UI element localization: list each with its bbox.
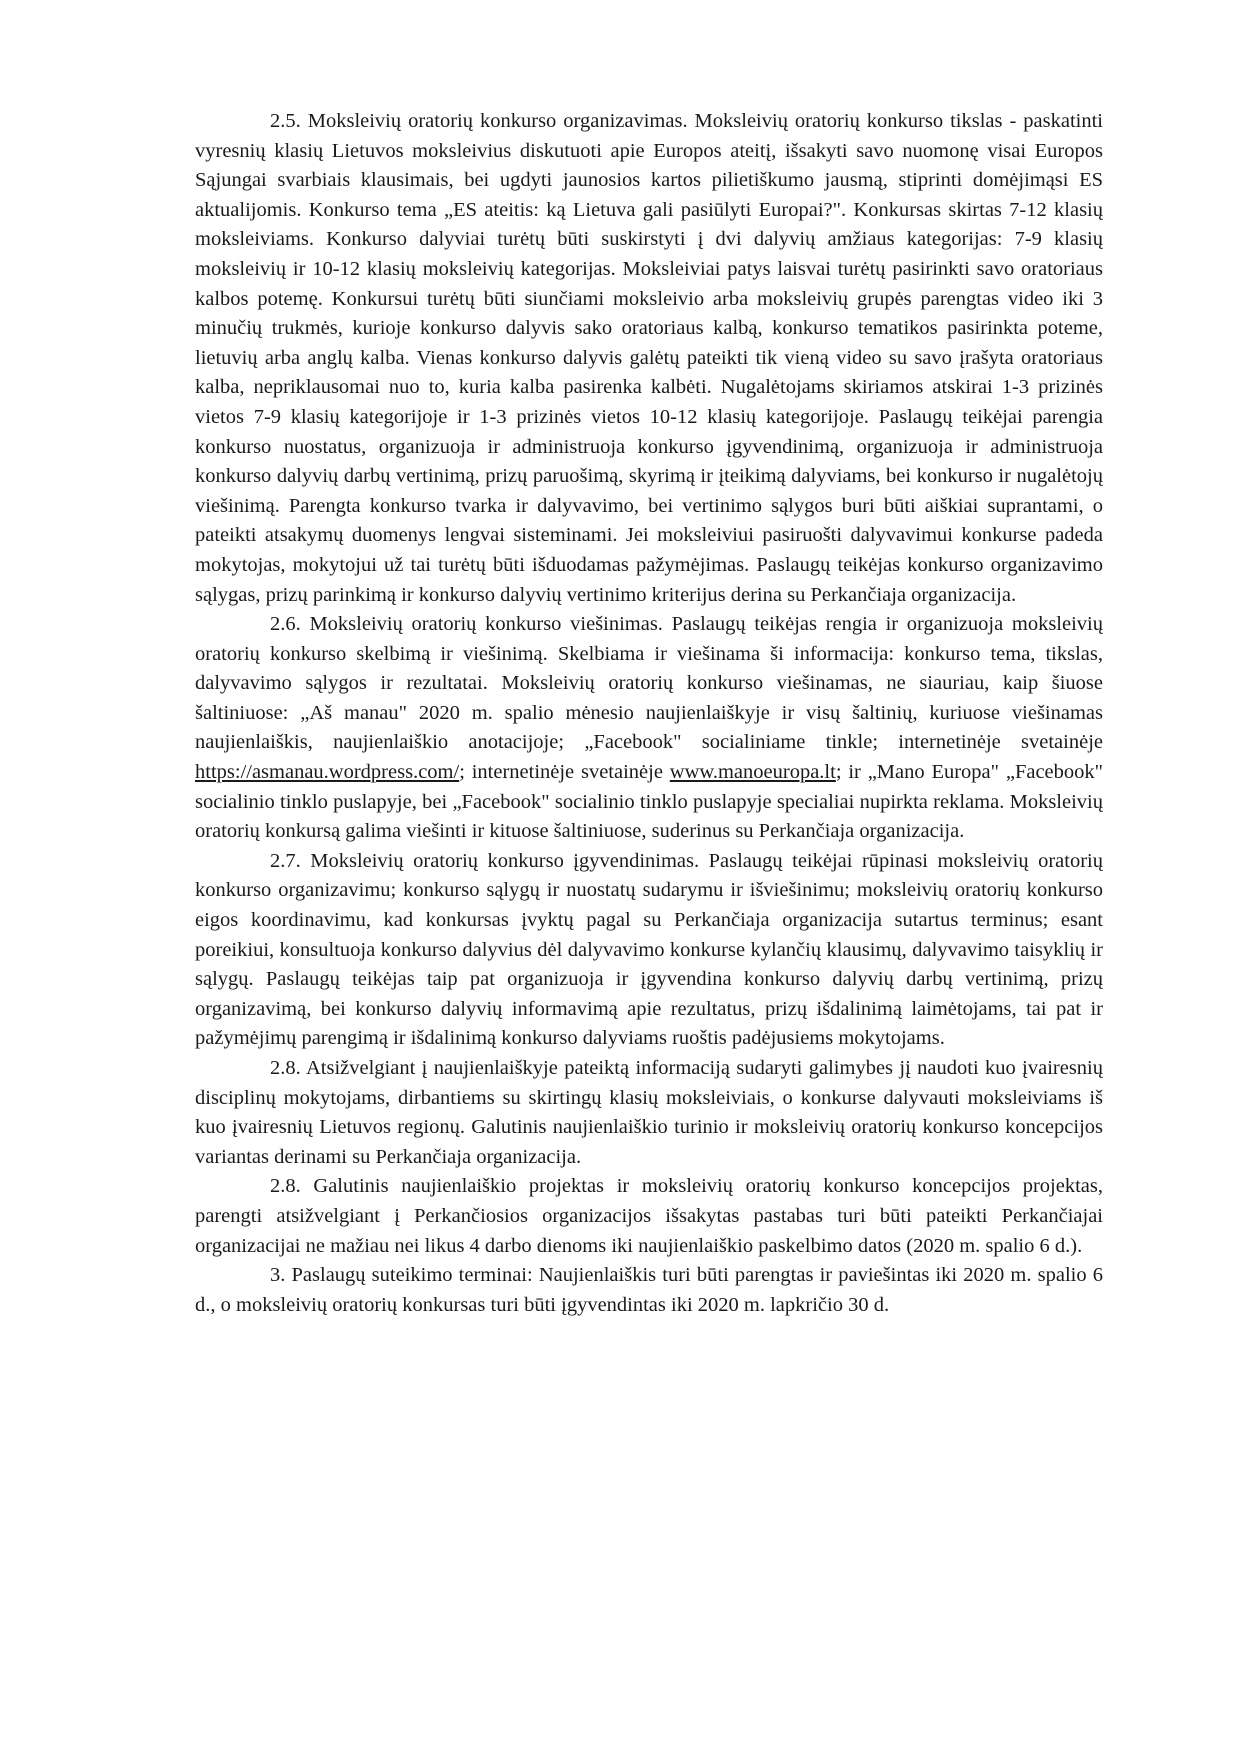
section-2-7-paragraph: 2.7. Moksleivių oratorių konkurso įgyvendinimas. Paslaugų teikėjai rūpinasi moksleivių oratorių konkurso organizavimu; konkurso sąlygų ir nuostatų sudarymu ir išviešinimu; moksleivių oratorių konkurso eigos koordinavimu, kad konkursas įvyktų pagal su Perkančiaja organizacija sutartus terminus; esant poreikiui, konsultuoja konkurso dalyvius dėl dalyvavimo konkurse kylančių klausimų, dalyvavimo taisyklių ir sąlygų. Paslaugų teikėjas taip pat organizuoja ir įgyvendina konkurso dalyvių darbų vertinimą, prizų organizavimą, bei konkurso dalyvių informavimą apie rezultatus, prizų išdalinimą laimėtojams, tai pat ir pažymėjimų parengimą ir išdalinimą konkurso dalyviams ruoštis padėjusiems mokytojams.: [195, 849, 1103, 1050]
section-2-8-paragraph: 2.8. Atsižvelgiant į naujienlaiškyje pateiktą informaciją sudaryti galimybes jį naudoti kuo įvairesnių disciplinų mokytojams, dirbantiems su skirtingų klasių moksleiviais, o konkurse dalyvauti moksleiviams iš kuo įvairesnių Lietuvos regionų. Galutinis naujienlaiškio turinio ir moksleivių oratorių konkurso koncepcijos variantas derinami su Perkančiaja organizacija.: [195, 1057, 1103, 1168]
section-2-6-text-end: ; ir „Mano Europa" „Facebook" socialinio tinklo puslapyje, bei „Facebook" socialinio tinklo puslapyje specialiai nupirkta reklama. Moksleivių oratorių konkursą galima viešinti ir kituose šaltiniuose, suderinus su Perkančiaja organizacija.: [195, 761, 1104, 843]
section-2-5-paragraph: 2.5. Moksleivių oratorių konkurso organizavimas. Moksleivių oratorių konkurso tikslas - paskatinti vyresnių klasių Lietuvos moksleivius diskutuoti apie Europos ateitį, išsakyti savo nuomonę visai Europos Sąjungai svarbiais klausimais, bei ugdyti jaunosios kartos pilietiškumo jausmą, stiprinti domėjimąsi ES aktualijomis. Konkurso tema „ES ateitis: ką Lietuva gali pasiūlyti Europai?". Konkursas skirtas 7-12 klasių moksleiviams. Konkurso dalyviai turėtų būti suskirstyti į dvi dalyvių amžiaus kategorijas: 7-9 klasių moksleivių ir 10-12 klasių moksleivių kategorijas. Moksleiviai patys laisvai turėtų pasirinkti savo oratoriaus kalbos potemę. Konkursui turėtų būti siunčiami moksleivio arba moksleivių grupės parengtas video iki 3 minučių trukmės, kurioje konkurso dalyvis sako oratoriaus kalbą, konkurso tematikos pasirinkta poteme, lietuvių arba anglų kalba. Vienas konkurso dalyvis galėtų pateikti tik vieną video su savo įrašyta oratoriaus kalba, nepriklausomai nuo to, kuria kalba pasirenka kalbėti. Nugalėtojams skiriamos atskirai 1-3 prizinės vietos 7-9 klasių kategorijoje ir 1-3 prizinės vietos 10-12 klasių kategorijoje. Paslaugų teikėjai parengia konkurso nuostatus, organizuoja ir administruoja konkurso įgyvendinimą, organizuoja ir administruoja konkurso dalyvių darbų vertinimą, prizų paruošimą, skyrimą ir įteikimą dalyviams, bei konkurso ir nugalėtojų viešinimą. Parengta konkurso tvarka ir dalyvavimo, bei vertinimo sąlygos buri būti aiškiai suprantami, o pateikti atsakymų duomenys lengvai sisteminami. Jei moksleiviui pasiruošti dalyvavimui konkurse padeda mokytojas, mokytojui už tai turėtų būti išduodamas pažymėjimas. Paslaugų teikėjas konkurso organizavimo sąlygas, prizų parinkimą ir konkurso dalyvių vertinimo kriterijus derina su Perkančiaja organizacija.: [195, 110, 1103, 606]
section-2-6-paragraph: [195, 610, 1103, 847]
asmanau-link[interactable]: https://asmanau.wordpress.com/: [195, 761, 460, 784]
section-2-8-second-paragraph: 2.8. Galutinis naujienlaiškio projektas ir moksleivių oratorių konkurso koncepcijos projektas, parengti atsižvelgiant į Perkančiosios organizacijos išsakytas pastabas turi būti pateikti Perkančiajai organizacijai ne mažiau nei likus 4 darbo dienoms iki naujienlaiškio paskelbimo datos (2020 m. spalio 6 d.).: [195, 1175, 1103, 1257]
section-2-6-text-middle: ; internetinėje svetainėje: [459, 761, 670, 784]
section-2-6-text-start: 2.6. Moksleivių oratorių konkurso viešinimas. Paslaugų teikėjas rengia ir organizuoja moksleivių oratorių konkurso skelbimą ir viešinimą. Skelbiama ir viešinama ši informacija: konkurso tema, tikslas, dalyvavimo sąlygos ir rezultatai. Moksleivių oratorių konkurso viešinamas, ne siauriau, kaip šiuose šaltiniuose: „Aš manau" 2020 m. spalio mėnesio naujienlaiškyje ir visų šaltinių, kuriuose viešinamas naujienlaiškis, naujienlaiškio anotacijoje; „Facebook" socialiniame tinkle; internetinėje svetainėje: [195, 613, 1103, 754]
document-body: [195, 107, 1103, 1320]
section-3-paragraph: 3. Paslaugų suteikimo terminai: Naujienlaiškis turi būti parengtas ir paviešintas iki 2020 m. spalio 6 d., o moksleivių oratorių konkursas turi būti įgyvendintas iki 2020 m. lapkričio 30 d.: [195, 1264, 1103, 1316]
manoeuropa-link[interactable]: www.manoeuropa.lt: [669, 761, 836, 784]
